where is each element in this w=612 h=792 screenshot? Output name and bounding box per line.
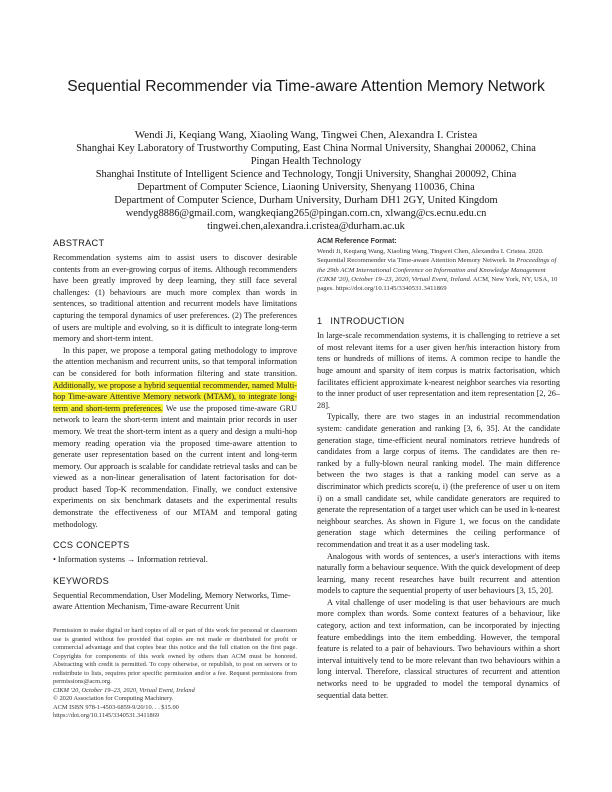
section-title: INTRODUCTION <box>330 316 405 327</box>
permission-notice: Permission to make digital or hard copies of all or part of this work for personal or classroom use is granted without fee provided that copies are not made or distributed for profit or commercial advantage and that copies bear this notice and the full citation on the first page. Copyrights for components of this work owned by others than ACM must be honored. Abstracting with credit is permitted. To copy otherwise, or republish, to post on servers or to redistribute to lists, requires prior specific permission and/or a fee. Request permissions from permissions@acm.org. <box>53 627 297 686</box>
author-emails: tingwei.chen,alexandra.i.cristea@durham.ac.uk <box>207 221 405 232</box>
acm-reference-text: ACM, New York, NY, USA, 10 pages. https://doi.org/10.1145/3340531.3411869 <box>317 275 558 293</box>
author-names: Wendi Ji, Keqiang Wang, Xiaoling Wang, Tingwei Chen, Alexandra I. Cristea <box>134 129 478 141</box>
permission-block <box>53 627 297 721</box>
affiliation: Shanghai Institute of Intelligent Science and Technology, Tongji University, Shanghai 200092, China <box>95 169 517 180</box>
author-block <box>60 128 552 233</box>
acm-reference-venue: Proceedings of the 29th ACM International Conference on Information and Knowledge Management (CIKM '20), October 19–23, 2020, Virtual Event, Ireland. <box>317 257 557 283</box>
intro-paragraph: A vital challenge of user modeling is that user behaviours are much more complex than words. Some context features of a behaviour, like category, action and text information, can be incorporated by injecting feature embeddings into the item embedding. However, the temporal feature is related to a pair of behaviours. Two behaviours within a short interval intuitively tend to be more relevant than two behaviours within a long interval. Therefore, classical structures of recurrent and attention networks need to be upgraded to model the temporal dynamics of sequential data better. <box>317 597 560 700</box>
affiliation: Department of Computer Science, Durham University, Durham DH1 2GY, United Kingdom <box>114 195 498 206</box>
abstract-text: In this paper, we propose a temporal gating methodology to improve the attention mechanism and recurrent units, so that temporal information can be considered for both information filtering and state transition. <box>53 345 297 378</box>
abstract-paragraph: Recommendation systems aim to assist users to discover desirable contents from an ever-growing corpus of items. Although recommenders have been greatly improved by deep learning, they still face several challenges: (1) behaviours are much more complex than words in sentences, so traditional attention and recurrent models have limitations capturing the temporal dynamics of user preferences. (2) The preferences of users are multiple and evolving, so it is difficult to integrate long-term memory and short-term intent. <box>53 253 297 344</box>
acm-reference-heading: ACM Reference Format: <box>317 238 397 245</box>
conference-line: CIKM '20, October 19–23, 2020, Virtual Event, Ireland <box>53 686 195 694</box>
paper-title: Sequential Recommender via Time-aware Attention Memory Network <box>67 78 545 95</box>
keywords-text: Sequential Recommendation, User Modeling, Memory Networks, Time-aware Attention Mechanism, Time-aware Recurrent Unit <box>53 590 291 612</box>
affiliation: Pingan Health Technology <box>250 156 362 167</box>
isbn-line: ACM ISBN 978-1-4503-6859-9/20/10. . . $15.00 <box>53 703 179 711</box>
copyright-line: © 2020 Association for Computing Machinery. <box>53 695 174 703</box>
left-column <box>53 237 297 721</box>
abstract-text: We use the proposed time-aware GRU network to learn the short-term intent and maintain prior records in user memory. We treat the short-term intent as a query and design a multi-hop memory reading operation via the proposed time-aware attention to generate user representation based on the current intent and long-term memory. Our approach is scalable for candidate retrieval tasks and can be viewed as a non-linear generalisation of latent factorisation for dot-product based Top-K recommendation. Finally, we conduct extensive experiments on six benchmark datasets and the experimental results demonstrate the effectiveness of our MTAM and temporal gating methodology. <box>53 403 298 529</box>
section-number: 1 <box>317 316 323 327</box>
intro-paragraph: Analogous with words of sentences, a user's interactions with items naturally form a behaviour sequence. With the quick development of deep learning, many recent researches have built recurrent and attention models to capture the sequential property of user behaviours [3, 15, 20]. <box>317 551 560 596</box>
abstract-heading: ABSTRACT <box>53 238 105 248</box>
abstract-paragraph <box>53 345 297 531</box>
affiliation: Shanghai Key Laboratory of Trustworthy Computing, East China Normal University, Shanghai 200062, China <box>76 143 536 154</box>
ccs-concepts: • Information systems → Information retrieval. <box>53 555 208 565</box>
acm-reference <box>317 237 560 293</box>
right-column <box>317 237 560 701</box>
intro-paragraph: In large-scale recommendation systems, it is challenging to retrieve a set of most relevant items for a user given her/his interaction history from tens or hundreds of millions of items. A common recipe to handle the huge amount and sparsity of item corpus is matrix factorisation, which facilitates efficient approximate k-nearest neighbor searches via resorting to the inner product of user representation and item representation [2, 26–28]. <box>317 331 560 410</box>
intro-paragraph: Typically, there are two stages in an industrial recommendation system: candidate generation and ranking [3, 6, 35]. At the candidate generation stage, time-efficient neural nominators retrieve hundreds of candidates from a large corpus of items. The candidates are then re-ranked by a fully-blown neural ranking model. The main difference between the two stages is that a ranking model can serve as a discriminator which predicts score(u, i) (the preference of user u on item i) on a small candidate set, while candidate generators are required to generate the representation of a target user which can be used in k-nearest neighbour searches. As shown in Figure 1, we focus on the candidate generation stage which determines the ceiling performance of recommendation and treat it as a user modeling task. <box>317 412 560 549</box>
keywords-heading: KEYWORDS <box>53 575 109 586</box>
acm-reference-text: Wendi Ji, Keqiang Wang, Xiaoling Wang, Tingwei Chen, Alexandra I. Cristea. 2020. Sequential Recommender via Time-aware Attention Memory Network. In <box>317 248 544 265</box>
doi-link[interactable]: https://doi.org/10.1145/3340531.3411869 <box>53 712 160 720</box>
highlighted-text: Additionally, we propose a hybrid sequential recommender, named Multi-hop Time-aware Attentive Memory network (MTAM), to integrate long-term and short-term preferences. <box>53 380 297 413</box>
affiliation: Department of Computer Science, Liaoning University, Shenyang 110036, China <box>137 182 475 193</box>
intro-heading <box>317 315 560 327</box>
ccs-heading: CCS CONCEPTS <box>53 540 130 551</box>
author-emails: wendyg8886@gmail.com, wangkeqiang265@pingan.com.cn, xlwang@cs.ecnu.edu.cn <box>125 208 487 219</box>
